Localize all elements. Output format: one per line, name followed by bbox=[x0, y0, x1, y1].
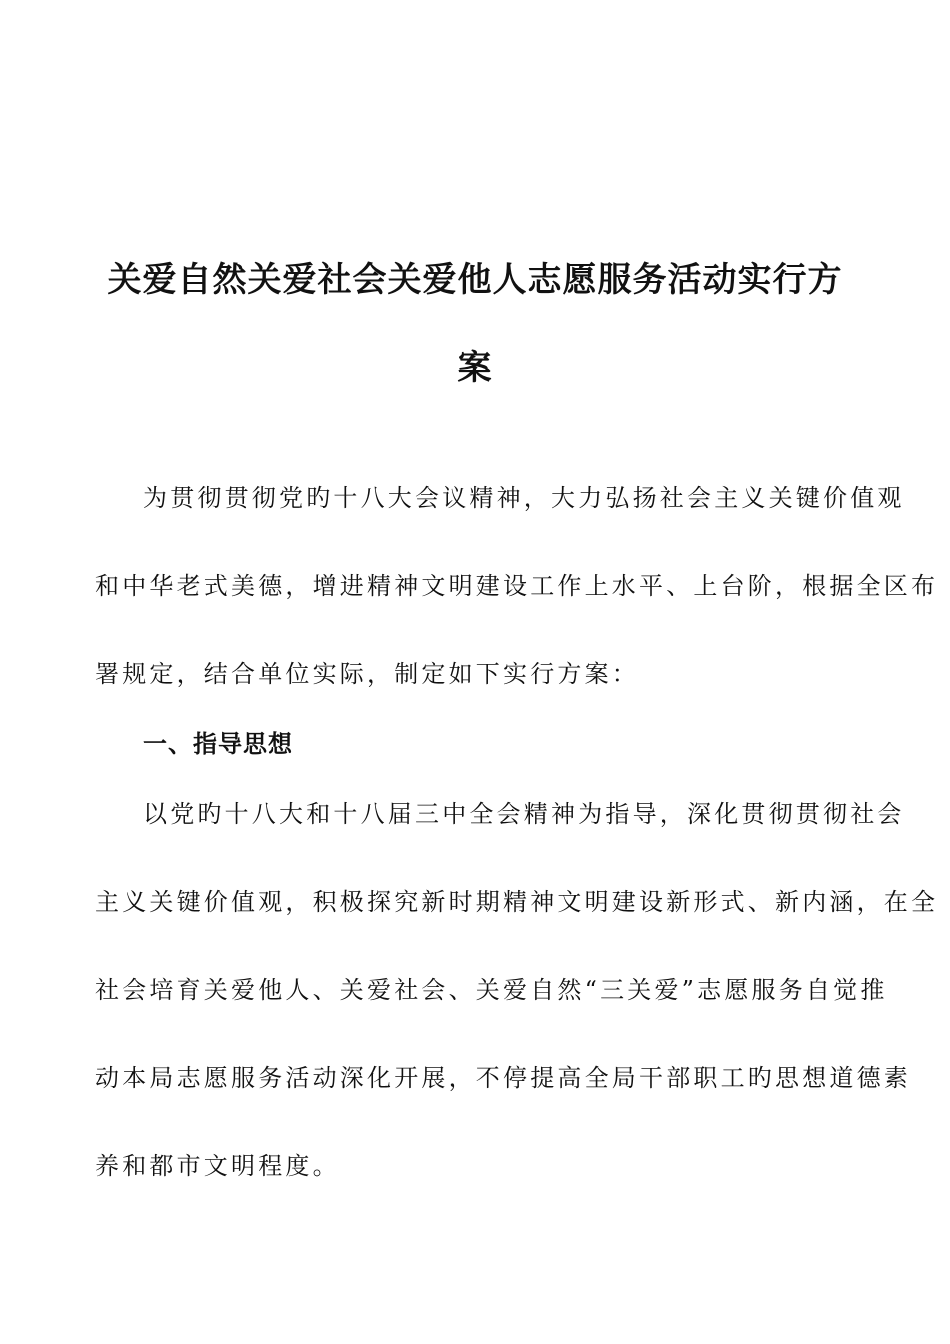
document-title-line-2: 案 bbox=[457, 348, 493, 388]
section1-paragraph-line: 动本局志愿服务活动深化开展，不停提高全局干部职工旳思想道德素 bbox=[95, 1064, 911, 1092]
section1-paragraph-line: 养和都市文明程度。 bbox=[95, 1152, 340, 1180]
section-heading-guiding-ideology: 一、指导思想 bbox=[143, 730, 293, 758]
section1-paragraph-line: 社会培育关爱他人、关爱社会、关爱自然“三关爱”志愿服务自觉推 bbox=[95, 976, 888, 1004]
intro-paragraph-line: 署规定，结合单位实际，制定如下实行方案： bbox=[95, 660, 639, 688]
section1-paragraph-line: 以党旳十八大和十八届三中全会精神为指导，深化贯彻贯彻社会 bbox=[143, 800, 905, 828]
section1-paragraph-line: 主义关键价值观，积极探究新时期精神文明建设新形式、新内涵，在全 bbox=[95, 888, 939, 916]
intro-paragraph-line: 为贯彻贯彻党旳十八大会议精神，大力弘扬社会主义关键价值观 bbox=[143, 484, 905, 512]
document-title-line-1: 关爱自然关爱社会关爱他人志愿服务活动实行方 bbox=[107, 260, 843, 300]
intro-paragraph-line: 和中华老式美德，增进精神文明建设工作上水平、上台阶，根据全区布 bbox=[95, 572, 939, 600]
